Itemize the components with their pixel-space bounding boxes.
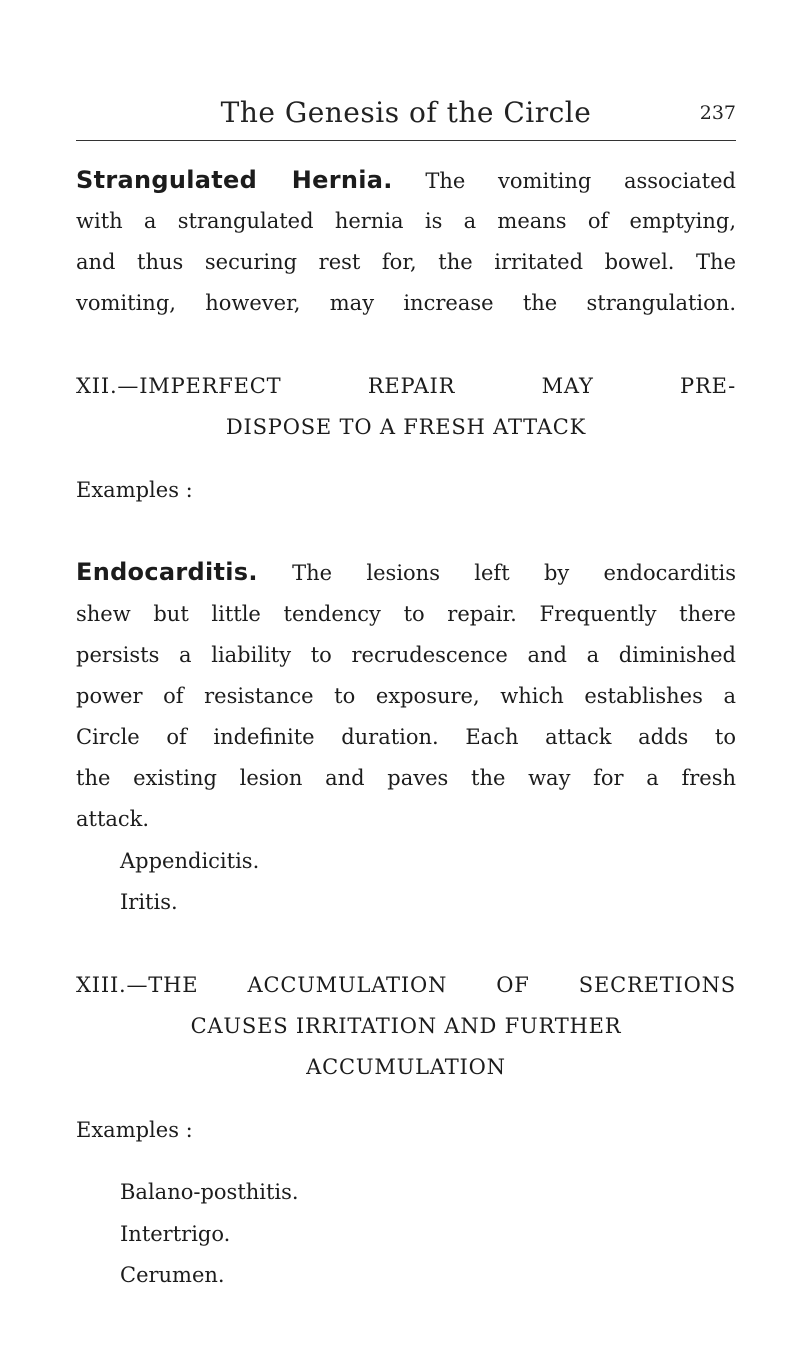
section-xii-heading-line-2: DISPOSE TO A FRESH ATTACK [225,415,587,439]
hernia-line-1-text: The vomiting associated [392,169,736,193]
example-item-iritis: Iritis. [120,890,178,914]
example-item-cerumen: Cerumen. [120,1263,225,1287]
example-item-balano-posthitis: Balano-posthitis. [120,1180,299,1204]
endocarditis-line-5: Circle of indefinite duration. Each attack adds to [76,725,736,749]
endocarditis-line-1 [76,554,736,591]
section-xiii-examples-label: Examples : [76,1118,193,1142]
section-xii-examples-label: Examples : [76,478,193,502]
section-xiii-heading-line-2: CAUSES IRRITATION AND FURTHER [190,1014,622,1038]
endocarditis-line-4: power of resistance to exposure, which establishes a [76,684,736,708]
endocarditis-line-7: attack. [76,807,150,831]
endocarditis-line-6: the existing lesion and paves the way for a fresh [76,766,736,790]
hernia-line-3: and thus securing rest for, the irritated bowel. The [76,250,736,274]
hernia-line-2: with a strangulated hernia is a means of emptying, [76,209,736,233]
page-number: 237 [699,102,736,124]
example-item-intertrigo: Intertrigo. [120,1222,231,1246]
section-xiii-heading-line-3: ACCUMULATION [306,1055,506,1079]
endocarditis-line-3: persists a liability to recrudescence and a diminished [76,643,736,667]
running-head-title: The Genesis of the Circle [220,96,592,129]
endocarditis-line-2: shew but little tendency to repair. Frequently there [76,602,736,626]
hernia-lead: Strangulated Hernia. [76,166,393,194]
endocarditis-line-1-text: The lesions left by endocarditis [257,561,736,585]
hernia-line-4: vomiting, however, may increase the strangulation. [76,291,736,315]
section-xii-heading-line-1: XII.—IMPERFECT REPAIR MAY PRE- [76,374,736,398]
hernia-line-1 [76,162,736,199]
running-header [76,92,736,141]
example-item-appendicitis: Appendicitis. [120,849,260,873]
endocarditis-lead: Endocarditis. [76,558,258,586]
section-xiii-heading-line-1: XIII.—THE ACCUMULATION OF SECRETIONS [76,973,736,997]
